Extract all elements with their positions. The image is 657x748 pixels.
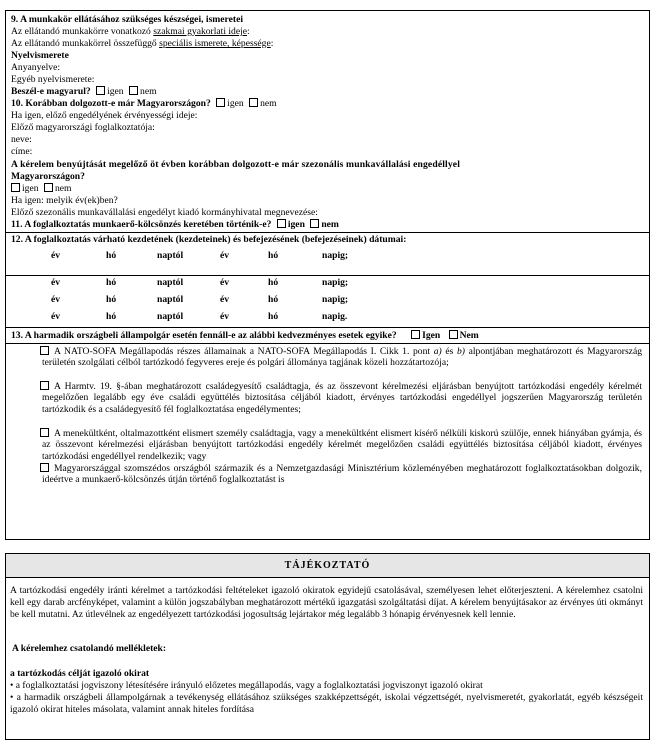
seasonal-question-line2: Magyarországon?: [11, 171, 85, 182]
section-12-13-box: [5, 275, 650, 540]
preferential-no-checkbox[interactable]: [449, 330, 458, 339]
option-family-checkbox[interactable]: [40, 381, 49, 390]
preferential-option-neighbouring-country: Magyarországgal szomszédos országból származik és a Nemzetgazdasági Minisztérium közleményében meghatározott foglalkoztatásokban dolgozik, ideértve a munkaerő-kölcsönzés útján történő foglalkoztatást is: [42, 463, 642, 486]
section-9-title: 9. A munkakör ellátásához szükséges készségei, ismeretei: [11, 14, 244, 25]
information-box: [5, 553, 650, 740]
worked-before-question: 10. Korábban dolgozott-e már Magyarországon? igen nem: [11, 98, 277, 109]
date-row: év hó naptól év hó napig;: [51, 277, 349, 288]
worked-before-yes-checkbox[interactable]: [216, 98, 225, 107]
information-header: [6, 554, 649, 578]
section-9-11-box: [5, 10, 650, 276]
seasonal-office-label: Előző szezonális munkavállalási engedélyt kiadó kormányhivatal megnevezése:: [11, 207, 318, 218]
seasonal-years-label: Ha igen: melyik év(ek)ben?: [11, 195, 118, 206]
divider: [6, 327, 649, 328]
attachment-item: • a foglalkoztatási jogviszony létesítésére irányuló előzetes megállapodás, vagy a foglalkoztatási jogviszonyt igazoló okirat: [10, 680, 483, 691]
information-paragraph: A tartózkodási engedély iránti kérelmet a tartózkodási feltételeket igazoló okiratok egyidejű csatolásával, személyesen lehet előterjeszteni. A kérelemhez csatolni kell egy darab arcfényképet, valamint a külön jogszabályban meghatározott mértékű igazgatási szolgáltatási díjat. A kérelem benyújtásakor az érvényes úti okmányt be kell mutatni. Az útlevélnek az engedélyezett tartózkodási jogosultság lejártakor még legalább 3 hónapig érvényesnek kell lennie.: [10, 585, 643, 620]
previous-permit-validity-label: Ha igen, előző engedélyének érvényességi ideje:: [11, 110, 198, 121]
language-title: Nyelvismerete: [11, 50, 69, 61]
lending-yes-checkbox[interactable]: [277, 219, 286, 228]
purpose-document-title: a tartózkodás célját igazoló okirat: [10, 668, 150, 679]
divider: [6, 343, 649, 344]
lending-question: 11. A foglalkoztatás munkaerő-kölcsönzés keretében történik-e? igen nem: [11, 219, 339, 230]
employer-address-label: címe:: [11, 146, 33, 157]
employer-name-label: neve:: [11, 134, 32, 145]
seasonal-options: igen nem: [11, 183, 71, 195]
date-row: év hó naptól év hó napig.: [51, 311, 348, 322]
option-neighbour-checkbox[interactable]: [40, 463, 49, 472]
date-row: év hó naptól év hó napig;: [51, 250, 349, 261]
mother-tongue-label: Anyanyelve:: [11, 62, 61, 73]
section-12-title: 12. A foglalkoztatás várható kezdetének (kezdeteinek) és befejezésének (befejezéseinek) dátumai:: [11, 234, 407, 245]
option-refugee-checkbox[interactable]: [40, 428, 49, 437]
speaks-hungarian-yes-checkbox[interactable]: [96, 86, 105, 95]
preferential-yes-checkbox[interactable]: [411, 330, 420, 339]
special-knowledge-label: Az ellátandó munkakörrel összefüggő speciális ismerete, képessége:: [11, 38, 274, 49]
date-row: év hó naptól év hó napig;: [51, 294, 349, 305]
seasonal-yes-checkbox[interactable]: [11, 183, 20, 192]
seasonal-question-line1: A kérelem benyújtását megelőző öt évben korábban dolgozott-e már szezonális munkavállalási engedéllyel: [11, 159, 461, 170]
speaks-hungarian-no-checkbox[interactable]: [129, 86, 138, 95]
preferential-option-nato: A NATO-SOFA Megállapodás részes államainak a NATO-SOFA Megállapodás I. Cikk 1. pont a) és b) alpontjában meghatározott és Magyarország területén szolgálati célból tartózkodó fegyveres ereje és polgári állománya tagjának közeli hozzátartozója;: [42, 346, 642, 369]
seasonal-no-checkbox[interactable]: [44, 183, 53, 192]
section-13-question: 13. A harmadik országbeli állampolgár esetén fennáll-e az alábbi kedvezményes esetek egyike? Igen Nem: [11, 330, 479, 341]
attachments-title: A kérelemhez csatolandó mellékletek:: [12, 643, 167, 654]
information-title: TÁJÉKOZTATÓ: [284, 560, 371, 571]
preferential-option-family-reunification: A Harmtv. 19. §-ában meghatározott családegyesítő családtagja, és az összevont kérelmezési eljárásban benyújtott tartózkodási engedély kérelmét megelőzően legalább egy éve családi együttélés biztosítása céljából kiadott, érvényes tartózkodási engedéllyel jogszerűen Magyarország területén tartózkodik és a családegyesítő fél foglalkoztatása engedélymentes;: [42, 381, 642, 415]
attachment-item: • a harmadik országbeli állampolgárnak a tevékenység ellátásához szükséges szakképzettségét, iskolai végzettségét, nyelvismeretét, gyakorlatát, egyéb készségeit igazoló okirat hiteles másolata, valamint annak hiteles fordítása: [10, 692, 643, 715]
preferential-option-refugee-family: A menekültként, oltalmazottként elismert személy családtagja, vagy a menekültként elismert kísérő nélküli kiskorú szülője, ennek hiányában gyámja, és az összevont kérelmezési eljárásban benyújtott tartózkodási engedély kérelmét megelőzően családi együttélés biztosítása céljából kiadott, érvényes tartózkodási engedéllyel rendelkezik; vagy: [42, 428, 642, 462]
experience-label: Az ellátandó munkakörre vonatkozó szakmai gyakorlati ideje:: [11, 26, 250, 37]
divider: [6, 232, 649, 233]
speaks-hungarian-question: Beszél-e magyarul? igen nem: [11, 86, 157, 97]
lending-no-checkbox[interactable]: [310, 219, 319, 228]
worked-before-no-checkbox[interactable]: [249, 98, 258, 107]
option-nato-checkbox[interactable]: [40, 346, 49, 355]
other-languages-label: Egyéb nyelvismerete:: [11, 74, 95, 85]
previous-employer-label: Előző magyarországi foglalkoztatója:: [11, 122, 155, 133]
